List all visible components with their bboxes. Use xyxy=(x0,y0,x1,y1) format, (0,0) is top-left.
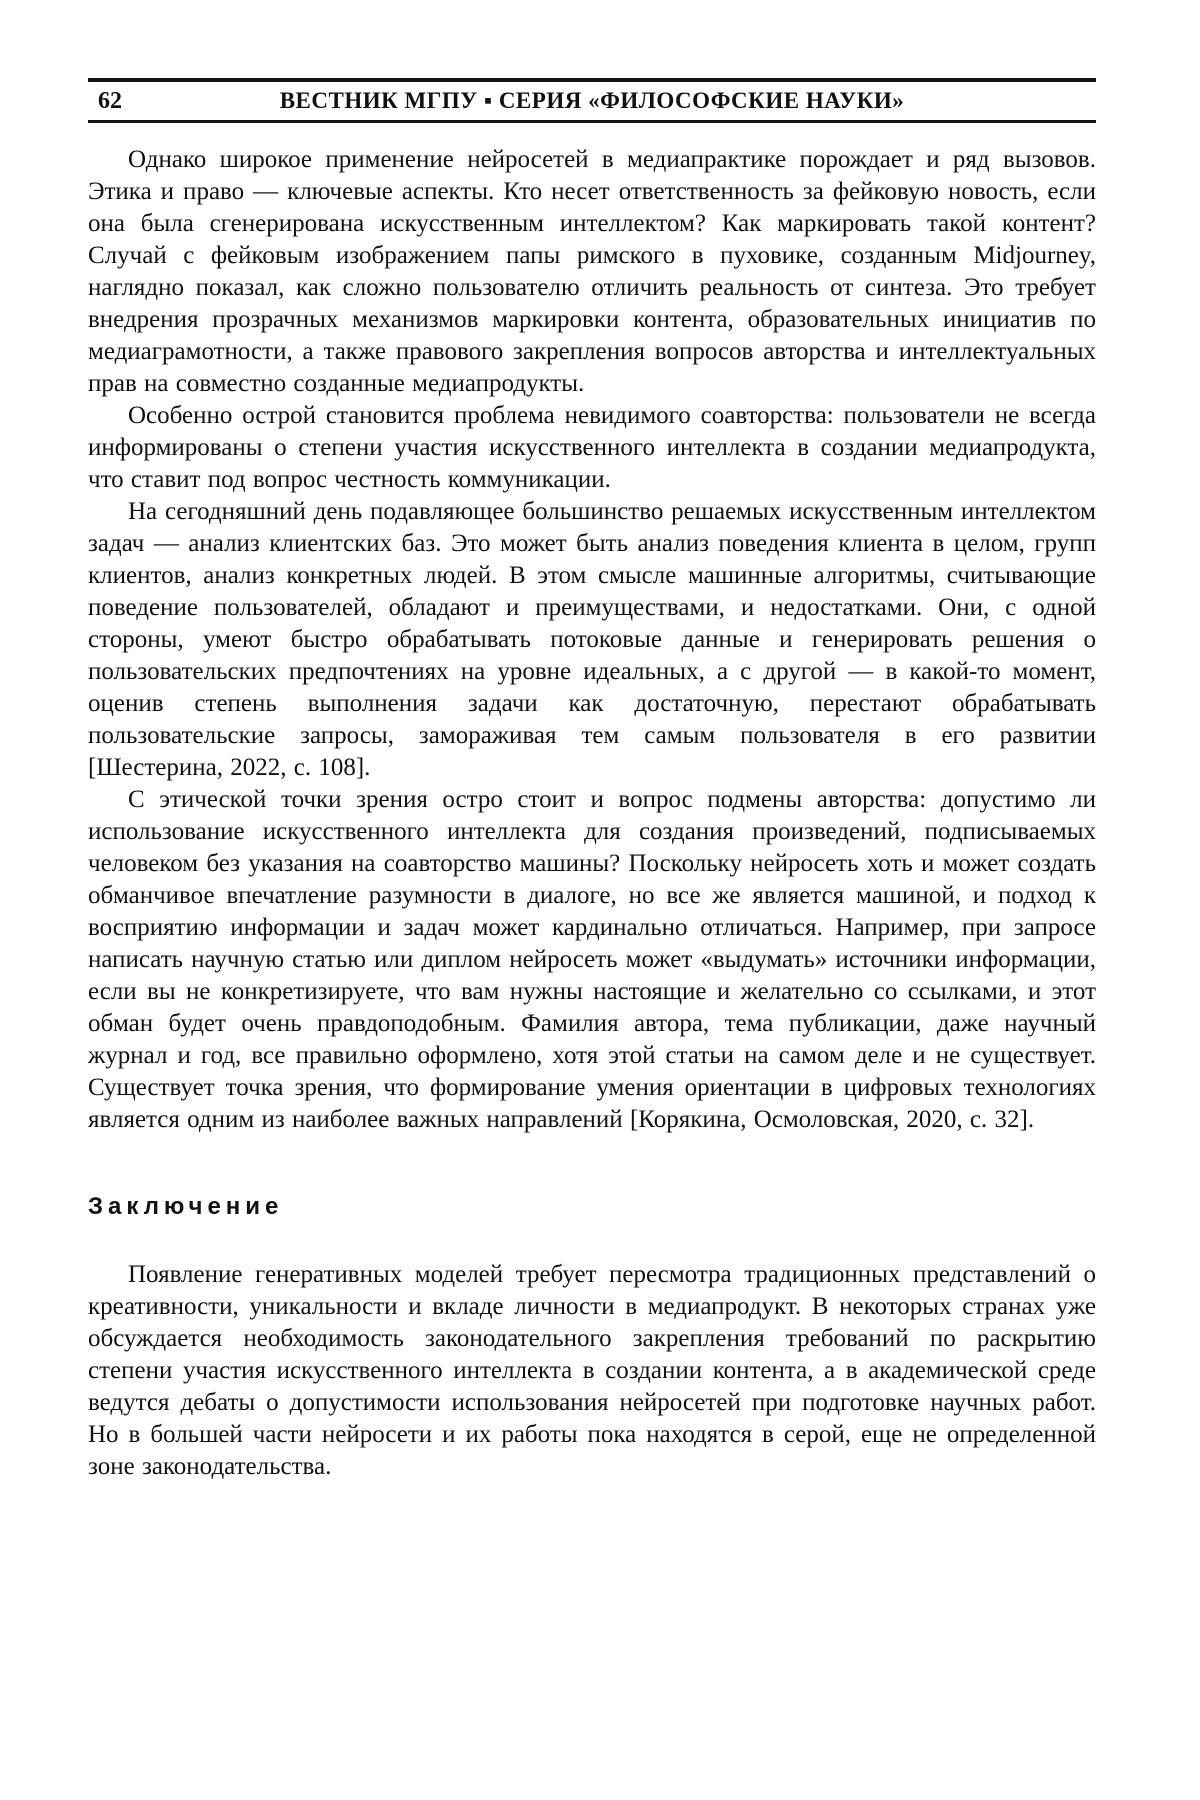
section-heading-conclusion: Заключение xyxy=(88,1193,284,1220)
conclusion-section xyxy=(88,1259,1096,1483)
body-paragraph: Особенно острой становится проблема невидимого соавторства: пользователи не всегда информированы о степени участия искусственного интеллекта в создании медиапродукта, что ставит под вопрос честность коммуникации. xyxy=(88,402,1096,493)
article-body xyxy=(88,144,1096,1136)
body-paragraph: На сегодняшний день подавляющее большинство решаемых искусственным интеллектом задач — анализ клиентских баз. Это может быть анализ поведения клиента в целом, групп клиентов, анализ конкретных людей. В этом смысле машинные алгоритмы, считывающие поведение пользователей, обладают и преимуществами, и недостатками. Они, с одной стороны, умеют быстро обрабатывать потоковые данные и генерировать решения о пользовательских предпочтениях на уровне идеальных, а с другой — в какой-то момент, оценив степень выполнения задачи как достаточную, перестают обрабатывать пользовательские запросы, замораживая тем самым пользователя в его развитии [Шестерина, 2022, с. 108]. xyxy=(88,498,1096,781)
page-header xyxy=(88,78,1096,123)
body-paragraph: Однако широкое применение нейросетей в медиапрактике порождает и ряд вызовов. Этика и право — ключевые аспекты. Кто несет ответственность за фейковую новость, если она была сгенерирована искусственным интеллектом? Как маркировать такой контент? Случай с фейковым изображением папы римского в пуховике, созданным Midjourney, наглядно показал, как сложно пользователю отличить реальность от синтеза. Это требует внедрения прозрачных механизмов маркировки контента, образовательных инициатив по медиаграмотности, а также правового закрепления вопросов авторства и интеллектуальных прав на совместно созданные медиапродукты. xyxy=(88,146,1096,397)
running-title: ВЕСТНИК МГПУ ▪ СЕРИЯ «ФИЛОСОФСКИЕ НАУКИ» xyxy=(279,88,905,113)
conclusion-paragraph: Появление генеративных моделей требует пересмотра традиционных представлений о креативности, уникальности и вкладе личности в медиапродукт. В некоторых странах уже обсуждается необходимость законодательного закрепления требований по раскрытию степени участия искусственного интеллекта в создании контента, а в академической среде ведутся дебаты о допустимости использования нейросетей при подготовке научных работ. Но в большей части нейросети и их работы пока находятся в серой, еще не определенной зоне законодательства. xyxy=(88,1261,1096,1480)
page-number: 62 xyxy=(98,87,122,114)
body-paragraph: С этической точки зрения остро стоит и вопрос подмены авторства: допустимо ли использование искусственного интеллекта для создания произведений, подписываемых человеком без указания на соавторство машины? Поскольку нейросеть хоть и может создать обманчивое впечатление разумности в диалоге, но все же является машиной, и подход к восприятию информации и задач может кардинально отличаться. Например, при запросе написать научную статью или диплом нейросеть может «выдумать» источники информации, если вы не конкретизируете, что вам нужны настоящие и желательно со ссылками, и этот обман будет очень правдоподобным. Фамилия автора, тема публикации, даже научный журнал и год, все правильно оформлено, хотя этой статьи на самом деле и не существует. Существует точка зрения, что формирование умения ориентации в цифровых технологиях является одним из наиболее важных направлений [Корякина, Осмоловская, 2020, с. 32]. xyxy=(88,786,1096,1133)
